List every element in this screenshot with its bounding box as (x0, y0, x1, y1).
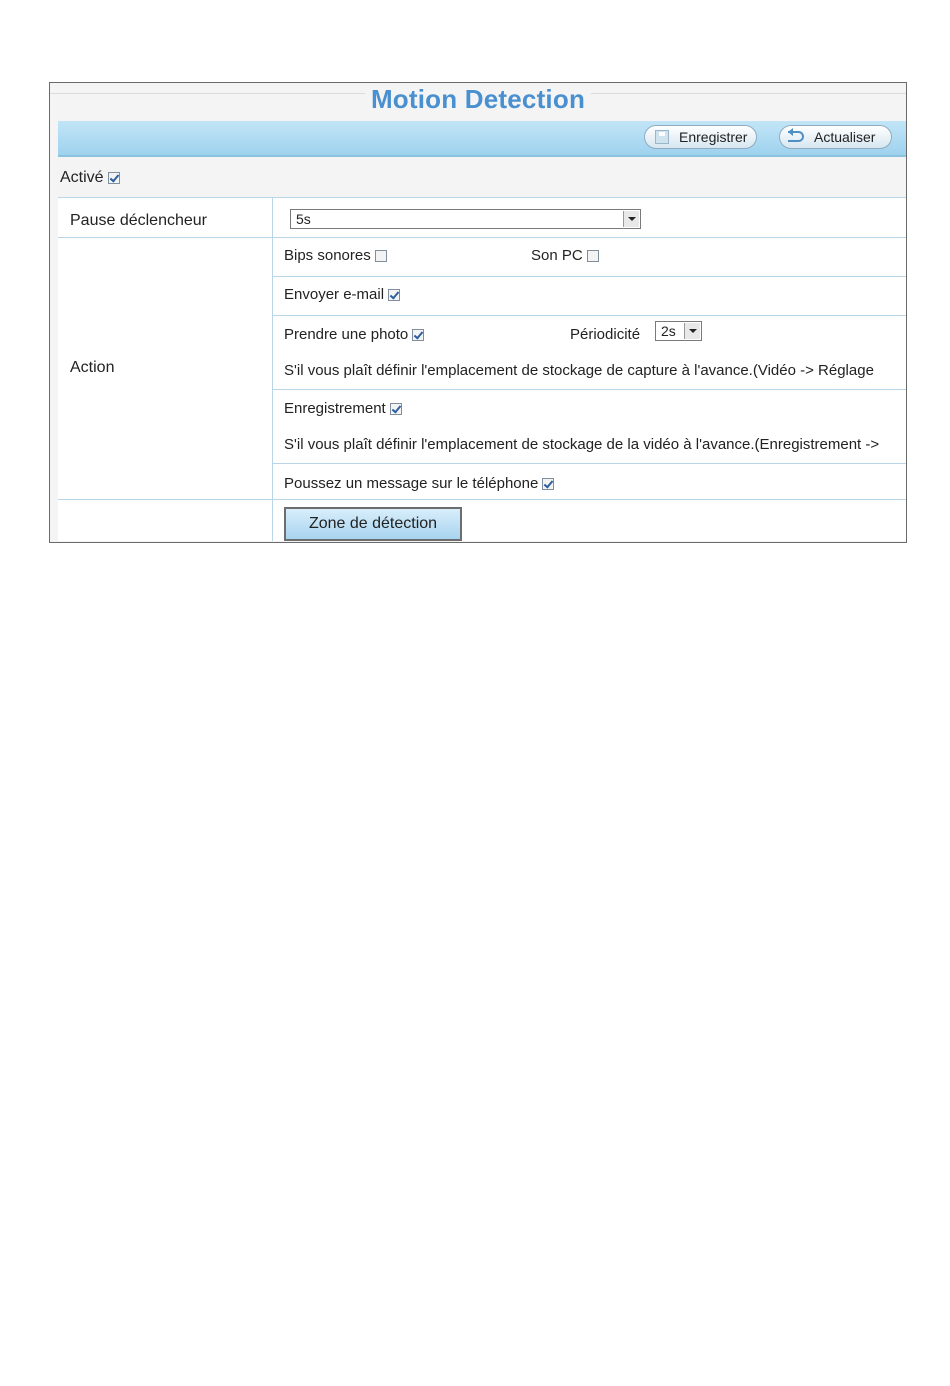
email-checkbox[interactable] (388, 289, 400, 301)
pc-sound-checkbox[interactable] (587, 250, 599, 262)
empty-cell (58, 500, 273, 541)
detection-zone-button[interactable]: Zone de détection (284, 507, 462, 541)
snapshot-storage-note: S'il vous plaît définir l'emplacement de stockage de capture à l'avance.(Vidéo -> Réglage (284, 362, 874, 379)
row-divider (273, 463, 906, 464)
settings-table (58, 197, 906, 541)
refresh-button-label: Actualiser (814, 129, 876, 145)
interval-value: 2s (661, 323, 676, 339)
enable-checkbox[interactable] (108, 172, 120, 184)
pc-sound-label: Son PC (531, 247, 583, 264)
email-option (284, 286, 400, 303)
trigger-pause-label: Pause déclencheur (70, 212, 207, 229)
row-divider (273, 276, 906, 277)
trigger-pause-select[interactable] (290, 209, 641, 229)
push-option (284, 475, 554, 492)
enable-row (58, 157, 906, 197)
recording-option (284, 400, 402, 417)
recording-storage-note: S'il vous plaît définir l'emplacement de stockage de la vidéo à l'avance.(Enregistrement -> (284, 436, 880, 453)
snapshot-checkbox[interactable] (412, 329, 424, 341)
interval-select[interactable] (655, 321, 702, 341)
pc-sound-option (531, 247, 599, 264)
title-bar (50, 83, 906, 121)
chevron-down-icon[interactable] (623, 211, 639, 227)
snapshot-option (284, 326, 424, 343)
recording-label: Enregistrement (284, 400, 386, 417)
page-title: Motion Detection (365, 84, 591, 115)
trigger-pause-cell (58, 198, 273, 237)
email-label: Envoyer e-mail (284, 286, 385, 303)
enable-label: Activé (60, 169, 104, 186)
action-cell (58, 238, 273, 499)
save-button-label: Enregistrer (679, 129, 748, 145)
action-label: Action (70, 359, 115, 376)
beep-checkbox[interactable] (375, 250, 387, 262)
snapshot-label: Prendre une photo (284, 326, 409, 343)
motion-detection-panel (49, 82, 907, 543)
toolbar (58, 121, 906, 157)
beep-option (284, 247, 387, 264)
save-button[interactable] (644, 125, 757, 149)
push-label: Poussez un message sur le téléphone (284, 475, 539, 492)
trigger-pause-value: 5s (296, 211, 311, 227)
recording-checkbox[interactable] (390, 403, 402, 415)
undo-arrow-icon (786, 130, 808, 144)
push-checkbox[interactable] (542, 478, 554, 490)
chevron-down-icon[interactable] (684, 323, 700, 339)
row-divider (273, 315, 906, 316)
floppy-disk-icon (651, 130, 673, 144)
interval-label: Périodicité (570, 326, 641, 343)
row-divider (273, 389, 906, 390)
refresh-button[interactable] (779, 125, 892, 149)
beep-label: Bips sonores (284, 247, 371, 264)
